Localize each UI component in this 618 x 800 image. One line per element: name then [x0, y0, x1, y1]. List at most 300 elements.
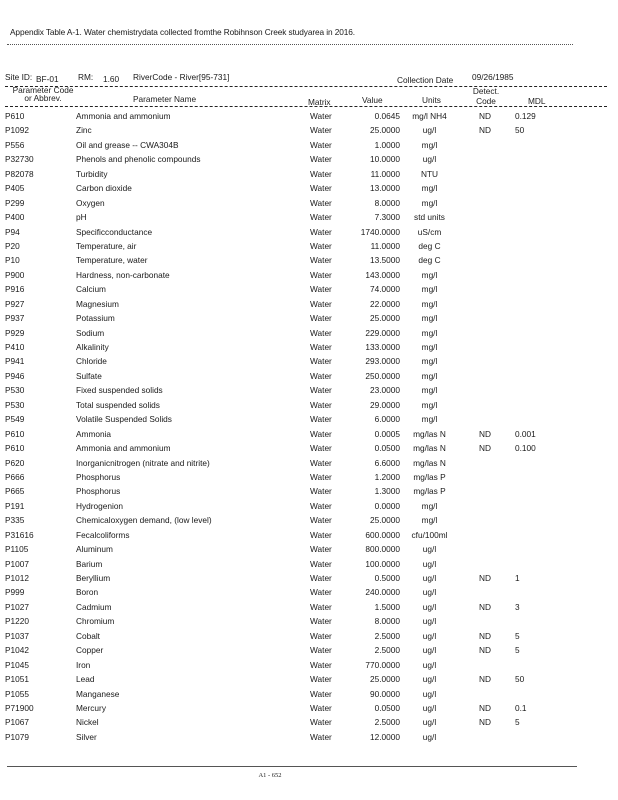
row-units: NTU: [420, 168, 439, 179]
site-id-label: Site ID:: [5, 72, 33, 82]
row-parameter-name: Ammonia and ammonium: [76, 111, 171, 121]
row-parameter-name: Temperature, water: [76, 255, 148, 266]
row-units: ug/l: [422, 731, 437, 742]
rm-value: 1.60: [103, 74, 120, 84]
row-units: mg/l: [421, 500, 438, 511]
row-matrix: Water: [310, 313, 332, 324]
row-parameter-code: P94: [5, 226, 20, 237]
row-units: ug/l: [422, 674, 437, 685]
table-row: [0, 169, 618, 183]
row-matrix: Water: [310, 226, 332, 237]
row-parameter-name: Fecalcoliforms: [76, 529, 130, 540]
row-parameter-code: P1042: [5, 645, 29, 656]
row-value: 1.3000: [374, 486, 400, 497]
row-parameter-name: Boron: [76, 587, 99, 598]
row-value: 133.0000: [365, 342, 400, 352]
row-detect-code: ND: [479, 702, 491, 713]
row-parameter-name: Phenols and phenolic compounds: [76, 154, 201, 165]
column-header-code-line1: Parameter Code: [12, 85, 74, 95]
row-mdl: 3: [515, 601, 520, 612]
row-units: ug/l: [422, 544, 437, 555]
row-detect-code: ND: [479, 125, 491, 136]
row-parameter-name: pH: [76, 212, 87, 223]
table-row: [0, 154, 618, 168]
row-matrix: Water: [310, 630, 332, 641]
caption-divider: [7, 44, 573, 45]
row-units: mg/l: [421, 385, 438, 396]
row-mdl: 5: [515, 645, 520, 656]
row-matrix: Water: [310, 515, 332, 526]
row-value: 1.0000: [374, 139, 400, 150]
row-parameter-code: P82078: [5, 168, 34, 179]
table-row: [0, 559, 618, 573]
footer-rule: [7, 766, 577, 767]
row-matrix: Water: [310, 255, 332, 266]
row-parameter-code: P410: [5, 342, 25, 352]
row-parameter-name: Temperature, air: [76, 240, 137, 251]
row-parameter-code: P929: [5, 327, 25, 338]
row-parameter-name: Alkalinity: [76, 342, 109, 352]
table-row: [0, 674, 618, 688]
row-matrix: Water: [310, 486, 332, 497]
row-matrix: Water: [310, 688, 332, 699]
row-matrix: Water: [310, 212, 332, 223]
row-parameter-code: P191: [5, 500, 25, 511]
table-row: [0, 645, 618, 659]
row-matrix: Water: [310, 298, 332, 309]
row-units: ug/l: [422, 573, 437, 583]
table-row: [0, 631, 618, 645]
row-value: 11.0000: [370, 168, 400, 179]
row-matrix: Water: [310, 327, 332, 338]
row-parameter-code: P405: [5, 183, 25, 194]
row-units: deg C: [418, 255, 441, 266]
row-parameter-name: Ammonia: [76, 428, 112, 439]
row-parameter-name: Ammonia and ammonium: [76, 443, 171, 454]
row-matrix: Water: [310, 385, 332, 396]
row-units: mg/l: [421, 327, 438, 338]
row-units: ug/l: [422, 601, 437, 612]
row-mdl: 0.1: [515, 702, 527, 713]
row-parameter-code: P620: [5, 457, 25, 468]
table-row: [0, 587, 618, 601]
row-units: mg/l: [421, 356, 438, 367]
row-parameter-code: P31616: [5, 529, 34, 540]
row-matrix: Water: [310, 471, 332, 482]
row-units: mg/l: [421, 414, 438, 425]
row-matrix: Water: [310, 111, 332, 121]
row-units: mg/l: [421, 313, 438, 324]
table-row: [0, 227, 618, 241]
row-units: ug/l: [422, 659, 437, 670]
row-parameter-name: Sulfate: [76, 370, 102, 381]
row-parameter-name: Oxygen: [76, 197, 105, 208]
row-parameter-code: P999: [5, 587, 25, 598]
table-row: [0, 212, 618, 226]
row-parameter-code: P946: [5, 370, 25, 381]
row-parameter-code: P941: [5, 356, 25, 367]
row-parameter-name: Hydrogenion: [76, 500, 124, 511]
row-value: 6.0000: [374, 414, 400, 425]
row-parameter-code: P665: [5, 486, 25, 497]
row-matrix: Water: [310, 284, 332, 295]
table-row: [0, 573, 618, 587]
row-matrix: Water: [310, 428, 332, 439]
row-units: mg/l: [421, 342, 438, 352]
column-header-value: Value: [362, 95, 383, 105]
row-matrix: Water: [310, 573, 332, 583]
row-parameter-name: Barium: [76, 558, 103, 569]
row-units: mg/las P: [413, 486, 446, 497]
row-matrix: Water: [310, 342, 332, 352]
row-mdl: 1: [515, 573, 520, 583]
row-parameter-name: Volatile Suspended Solids: [76, 414, 172, 425]
row-parameter-code: P1012: [5, 573, 29, 583]
row-units: ug/l: [422, 717, 437, 728]
row-value: 600.0000: [365, 529, 400, 540]
row-mdl: 0.100: [515, 443, 536, 454]
row-matrix: Water: [310, 601, 332, 612]
row-value: 250.0000: [365, 370, 400, 381]
table-row: [0, 689, 618, 703]
row-units: mg/l: [421, 197, 438, 208]
column-header-matrix: Matrix: [308, 97, 331, 107]
row-parameter-code: P610: [5, 111, 25, 121]
row-value: 8.0000: [374, 197, 400, 208]
row-detect-code: ND: [479, 674, 491, 685]
row-parameter-code: P32730: [5, 154, 34, 165]
row-parameter-code: P916: [5, 284, 25, 295]
row-units: ug/l: [422, 558, 437, 569]
table-row: [0, 429, 618, 443]
row-parameter-name: Hardness, non-carbonate: [76, 269, 170, 280]
row-detect-code: ND: [479, 630, 491, 641]
row-value: 10.0000: [370, 154, 400, 165]
table-row: [0, 356, 618, 370]
row-value: 229.0000: [365, 327, 400, 338]
row-parameter-name: Inorganicnitrogen (nitrate and nitrite): [76, 457, 210, 468]
column-header-code: [9, 86, 77, 102]
row-matrix: Water: [310, 197, 332, 208]
row-value: 0.0500: [374, 702, 400, 713]
row-parameter-code: P1105: [5, 544, 29, 555]
row-parameter-name: Iron: [76, 659, 91, 670]
row-value: 1.5000: [374, 601, 400, 612]
table-row: [0, 443, 618, 457]
row-units: ug/l: [422, 154, 437, 165]
row-parameter-name: Chromium: [76, 616, 115, 627]
row-detect-code: ND: [479, 428, 491, 439]
table-row: [0, 717, 618, 731]
row-parameter-code: P610: [5, 443, 25, 454]
column-header-detect-line2: Code: [476, 96, 496, 106]
row-parameter-code: P556: [5, 139, 25, 150]
row-units: mg/las N: [413, 428, 446, 439]
row-parameter-name: Chloride: [76, 356, 107, 367]
row-detect-code: ND: [479, 717, 491, 728]
row-value: 25.0000: [370, 674, 400, 685]
row-matrix: Water: [310, 731, 332, 742]
row-parameter-name: Silver: [76, 731, 97, 742]
table-row: [0, 616, 618, 630]
table-row: [0, 602, 618, 616]
row-parameter-code: P1079: [5, 731, 29, 742]
table-row: [0, 328, 618, 342]
table-row: [0, 241, 618, 255]
row-parameter-name: Calcium: [76, 284, 106, 295]
row-parameter-code: P1037: [5, 630, 29, 641]
row-value: 0.0005: [374, 428, 400, 439]
row-value: 2.5000: [374, 645, 400, 656]
row-units: ug/l: [422, 630, 437, 641]
row-matrix: Water: [310, 269, 332, 280]
row-value: 240.0000: [365, 587, 400, 598]
row-parameter-name: Cobalt: [76, 630, 100, 641]
row-parameter-code: P1051: [5, 674, 29, 685]
row-parameter-code: P299: [5, 197, 25, 208]
row-matrix: Water: [310, 674, 332, 685]
row-matrix: Water: [310, 168, 332, 179]
table-row: [0, 660, 618, 674]
table-row: [0, 501, 618, 515]
table-row: [0, 198, 618, 212]
row-parameter-name: Mercury: [76, 702, 106, 713]
row-mdl: 50: [515, 674, 525, 685]
row-units: ug/l: [422, 616, 437, 627]
row-units: ug/l: [422, 645, 437, 656]
row-units: mg/l: [421, 515, 438, 526]
table-row: [0, 515, 618, 529]
row-parameter-name: Beryllium: [76, 573, 111, 583]
table-row: [0, 385, 618, 399]
row-parameter-code: P10: [5, 255, 20, 266]
row-matrix: Water: [310, 616, 332, 627]
row-units: ug/l: [422, 587, 437, 598]
row-units: mg/las N: [413, 443, 446, 454]
row-units: mg/las N: [413, 457, 446, 468]
row-matrix: Water: [310, 702, 332, 713]
row-matrix: Water: [310, 500, 332, 511]
row-parameter-code: P20: [5, 240, 20, 251]
table-caption: Appendix Table A-1. Water chemistrydata collected fromthe Robihnson Creek studyarea in 2016.: [10, 27, 355, 37]
row-units: mg/l: [421, 370, 438, 381]
row-parameter-name: Lead: [76, 674, 95, 685]
row-value: 1740.0000: [360, 226, 400, 237]
row-matrix: Water: [310, 370, 332, 381]
row-parameter-name: Aluminum: [76, 544, 113, 555]
row-parameter-code: P666: [5, 471, 25, 482]
row-matrix: Water: [310, 125, 332, 136]
column-header-mdl: MDL: [528, 96, 546, 106]
row-matrix: Water: [310, 659, 332, 670]
row-units: mg/las P: [413, 471, 446, 482]
row-parameter-name: Zinc: [76, 125, 92, 136]
row-matrix: Water: [310, 414, 332, 425]
row-value: 0.0000: [374, 500, 400, 511]
row-value: 770.0000: [365, 659, 400, 670]
row-units: ug/l: [422, 688, 437, 699]
header-top-rule: [5, 86, 607, 87]
row-parameter-code: P549: [5, 414, 25, 425]
row-parameter-code: P937: [5, 313, 25, 324]
row-value: 90.0000: [370, 688, 400, 699]
row-parameter-code: P610: [5, 428, 25, 439]
row-matrix: Water: [310, 154, 332, 165]
table-row: [0, 703, 618, 717]
row-detect-code: ND: [479, 645, 491, 656]
column-header-units: Units: [422, 95, 441, 105]
row-parameter-name: Carbon dioxide: [76, 183, 132, 194]
row-parameter-name: Oil and grease -- CWA304B: [76, 139, 179, 150]
table-row: [0, 371, 618, 385]
table-row: [0, 342, 618, 356]
row-detect-code: ND: [479, 443, 491, 454]
row-units: mg/l: [421, 298, 438, 309]
table-row: [0, 458, 618, 472]
row-matrix: Water: [310, 558, 332, 569]
row-units: ug/l: [422, 125, 437, 136]
row-units: uS/cm: [417, 226, 442, 237]
row-detect-code: ND: [479, 111, 491, 121]
row-parameter-code: P1045: [5, 659, 29, 670]
row-mdl: 0.001: [515, 428, 536, 439]
row-value: 1.2000: [374, 471, 400, 482]
row-matrix: Water: [310, 457, 332, 468]
row-matrix: Water: [310, 139, 332, 150]
row-parameter-name: Specificconductance: [76, 226, 153, 237]
row-parameter-name: Phosphorus: [76, 486, 121, 497]
row-value: 29.0000: [370, 399, 400, 410]
row-matrix: Water: [310, 399, 332, 410]
river-code: RiverCode - River[95-731]: [133, 72, 230, 82]
table-row: [0, 414, 618, 428]
row-parameter-name: Total suspended solids: [76, 399, 160, 410]
row-units: mg/l: [421, 269, 438, 280]
column-header-detect: [470, 87, 502, 105]
row-units: mg/l NH4: [412, 111, 447, 121]
table-row: [0, 530, 618, 544]
row-parameter-name: Turbidity: [76, 168, 108, 179]
row-units: mg/l: [421, 284, 438, 295]
collection-date-label: Collection Date: [397, 75, 454, 85]
row-parameter-code: P530: [5, 385, 25, 396]
table-row: [0, 270, 618, 284]
row-parameter-code: P1067: [5, 717, 29, 728]
row-matrix: Water: [310, 717, 332, 728]
row-mdl: 5: [515, 717, 520, 728]
row-parameter-code: P1092: [5, 125, 29, 136]
row-value: 74.0000: [370, 284, 400, 295]
row-value: 25.0000: [370, 515, 400, 526]
table-row: [0, 400, 618, 414]
row-mdl: 50: [515, 125, 525, 136]
header-bottom-rule: [5, 106, 607, 107]
collection-date-value: 09/26/1985: [472, 72, 514, 82]
row-parameter-code: P1055: [5, 688, 29, 699]
row-value: 13.0000: [370, 183, 400, 194]
row-value: 0.0500: [374, 443, 400, 454]
row-matrix: Water: [310, 240, 332, 251]
table-row: [0, 140, 618, 154]
row-parameter-name: Sodium: [76, 327, 105, 338]
row-units: mg/l: [421, 139, 438, 150]
row-value: 293.0000: [365, 356, 400, 367]
row-parameter-name: Copper: [76, 645, 104, 656]
row-units: ug/l: [422, 702, 437, 713]
row-parameter-code: P927: [5, 298, 25, 309]
table-row: [0, 486, 618, 500]
row-mdl: 0.129: [515, 111, 536, 121]
row-parameter-name: Magnesium: [76, 298, 119, 309]
row-value: 8.0000: [374, 616, 400, 627]
table-row: [0, 125, 618, 139]
table-row: [0, 183, 618, 197]
row-parameter-name: Manganese: [76, 688, 120, 699]
row-value: 800.0000: [365, 544, 400, 555]
row-parameter-name: Cadmium: [76, 601, 112, 612]
row-matrix: Water: [310, 587, 332, 598]
column-header-detect-line1: Detect.: [472, 86, 500, 96]
row-value: 23.0000: [370, 385, 400, 396]
row-parameter-code: P530: [5, 399, 25, 410]
row-matrix: Water: [310, 356, 332, 367]
column-header-code-line2: or Abbrev.: [24, 93, 62, 103]
row-value: 6.6000: [374, 457, 400, 468]
row-units: deg C: [418, 240, 441, 251]
row-parameter-code: P1007: [5, 558, 29, 569]
row-matrix: Water: [310, 529, 332, 540]
row-value: 22.0000: [370, 298, 400, 309]
row-value: 12.0000: [370, 731, 400, 742]
row-parameter-name: Phosphorus: [76, 471, 121, 482]
row-parameter-name: Nickel: [76, 717, 99, 728]
row-parameter-name: Fixed suspended solids: [76, 385, 163, 396]
row-units: cfu/100ml: [411, 529, 448, 540]
row-value: 25.0000: [370, 125, 400, 136]
table-row: [0, 255, 618, 269]
row-matrix: Water: [310, 183, 332, 194]
row-parameter-code: P1027: [5, 601, 29, 612]
row-parameter-code: P335: [5, 515, 25, 526]
row-value: 2.5000: [374, 630, 400, 641]
row-parameter-code: P900: [5, 269, 25, 280]
row-parameter-name: Potassium: [76, 313, 115, 324]
row-detect-code: ND: [479, 601, 491, 612]
row-parameter-code: P1220: [5, 616, 29, 627]
row-value: 0.0645: [374, 111, 400, 121]
row-value: 13.5000: [370, 255, 400, 266]
row-value: 2.5000: [374, 717, 400, 728]
row-matrix: Water: [310, 443, 332, 454]
row-value: 100.0000: [365, 558, 400, 569]
row-value: 11.0000: [370, 240, 400, 251]
column-header-name: Parameter Name: [133, 94, 197, 104]
row-parameter-code: P400: [5, 212, 25, 223]
row-value: 25.0000: [370, 313, 400, 324]
row-units: mg/l: [421, 183, 438, 194]
page-number: A1 - 652: [258, 772, 282, 779]
row-parameter-name: Chemicaloxygen demand, (low level): [76, 515, 212, 526]
row-units: mg/l: [421, 399, 438, 410]
rm-label: RM:: [78, 72, 94, 82]
table-row: [0, 313, 618, 327]
row-matrix: Water: [310, 645, 332, 656]
site-id-value: BF-01: [36, 74, 59, 84]
table-row: [0, 544, 618, 558]
row-value: 143.0000: [365, 269, 400, 280]
row-value: 7.3000: [374, 212, 400, 223]
table-row: [0, 732, 618, 746]
